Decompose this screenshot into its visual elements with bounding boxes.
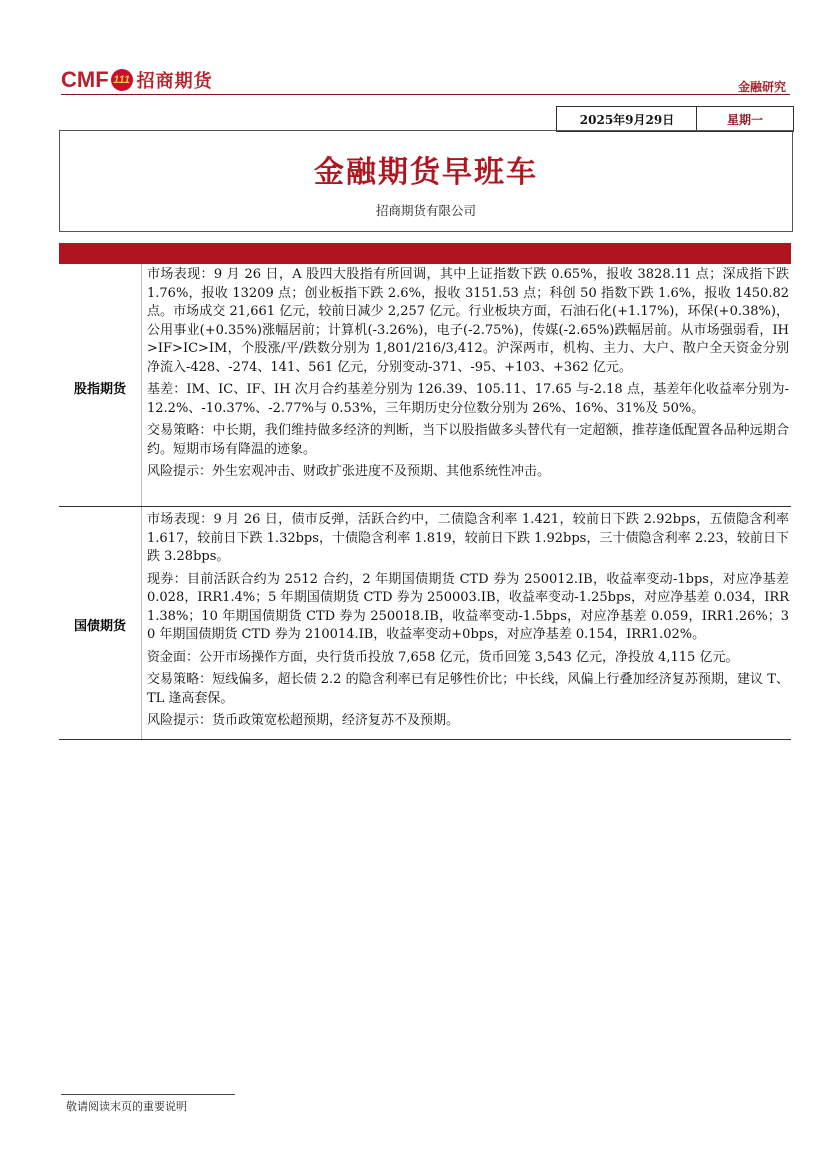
report-title: 金融期货早班车 [314, 155, 538, 190]
section-divider [141, 264, 142, 506]
header-divider [61, 94, 790, 95]
footer-note: 敬请阅读末页的重要说明 [66, 1100, 187, 1113]
department-label: 金融研究 [737, 80, 786, 94]
paragraph-strategy: 交易策略：中长期，我们维持做多经济的判断，当下以股指做多头替代有一定超额，推荐逢低配置各品种远期合约。短期市场有降温的迹象。 [147, 423, 789, 457]
logo-cmf-text: CMF [61, 67, 109, 92]
title-box [59, 130, 793, 232]
paragraph-basis: 基差：IM、IC、IF、IH 次月合约基差分别为 126.39、105.11、17.65 与-2.18 点，基差年化收益率分别为-12.2%、-10.37%、-2.77%与 0.53%，三年期历史分位数分别为 26%、16%、31%及 50%。 [147, 382, 789, 416]
company-logo [61, 66, 213, 94]
section-label: 国债期货 [73, 619, 126, 634]
paragraph-market: 市场表现：9 月 26 日，A 股四大股指有所回调，其中上证指数下跌 0.65%，报收 3828.11 点；深成指下跌 1.76%，报收 13209 点；创业板指下跌 2.6%，报收 3151.53 点；科创 50 指数下跌 1.6%，报收 1450.82 点。市场成交 21,661 亿元，较前日减少 2,257 亿元。行业板块方面，石油石化(+1.17%)，环保(+0.38%)，公用事业(+0.35%)涨幅居前；计算机(-3.26%)，电子(-2.75%)，传媒(-2.65%)跌幅居前。从市场强弱看，IH>IF>IC>IM，个股涨/平/跌数分别为 1,801/216/3,412。沪深两市，机构、主力、大户、散户全天资金分别净流入-428、-274、141、561 亿元，分别变动-371、-95、+103、+362 亿元。 [147, 267, 789, 375]
paragraph-strategy: 交易策略：短线偏多，超长债 2.2 的隐含利率已有足够性价比；中长线，风偏上行叠加经济复苏预期，建议 T、TL 逢高套保。 [147, 672, 789, 706]
company-name: 招商期货有限公司 [375, 203, 476, 218]
report-date: 2025年9月29日 [556, 106, 697, 132]
section-header-bar [59, 243, 791, 264]
logo-cn-text: 招商期货 [136, 71, 213, 92]
report-weekday: 星期一 [696, 106, 794, 132]
paragraph-spot-bonds: 现券：目前活跃合约为 2512 合约，2 年期国债期货 CTD 券为 250012.IB，收益率变动-1bps，对应净基差 0.028，IRR1.4%；5 年期国债期货 CTD 券为 250003.IB，收益率变动-1.25bps，对应净基差 0.034，IRR1.38%；10 年期国债期货 CTD 券为 250018.IB，收益率变动-1.5bps，对应净基差 0.059，IRR1.26%；30 年期国债期货 CTD 券为 210014.IB，收益率变动+0bps，对应净基差 0.154，IRR1.02%。 [147, 571, 789, 642]
paragraph-risk: 风险提示：货币政策宽松超预期，经济复苏不及预期。 [147, 713, 460, 728]
logo-mark-icon: 111 [111, 69, 133, 91]
section-divider [141, 507, 142, 739]
footer-divider [61, 1094, 235, 1095]
paragraph-market: 市场表现：9 月 26 日，债市反弹，活跃合约中，二债隐含利率 1.421，较前日下跌 2.92bps，五债隐含利率 1.617，较前日下跌 1.32bps，十债隐含利率 1.819，较前日下跌 1.92bps，三十债隐含利率 2.23，较前日下跌 3.28bps。 [147, 512, 789, 564]
paragraph-risk: 风险提示：外生宏观冲击、财政扩张进度不及预期、其他系统性冲击。 [147, 464, 551, 479]
paragraph-liquidity: 资金面：公开市场操作方面，央行货币投放 7,658 亿元，货币回笼 3,543 亿元，净投放 4,115 亿元。 [147, 649, 739, 665]
section-body [147, 511, 789, 735]
section-body [147, 266, 789, 486]
section-treasury-futures [59, 507, 791, 740]
section-label: 股指期货 [73, 382, 126, 397]
section-stock-index-futures [59, 264, 791, 507]
